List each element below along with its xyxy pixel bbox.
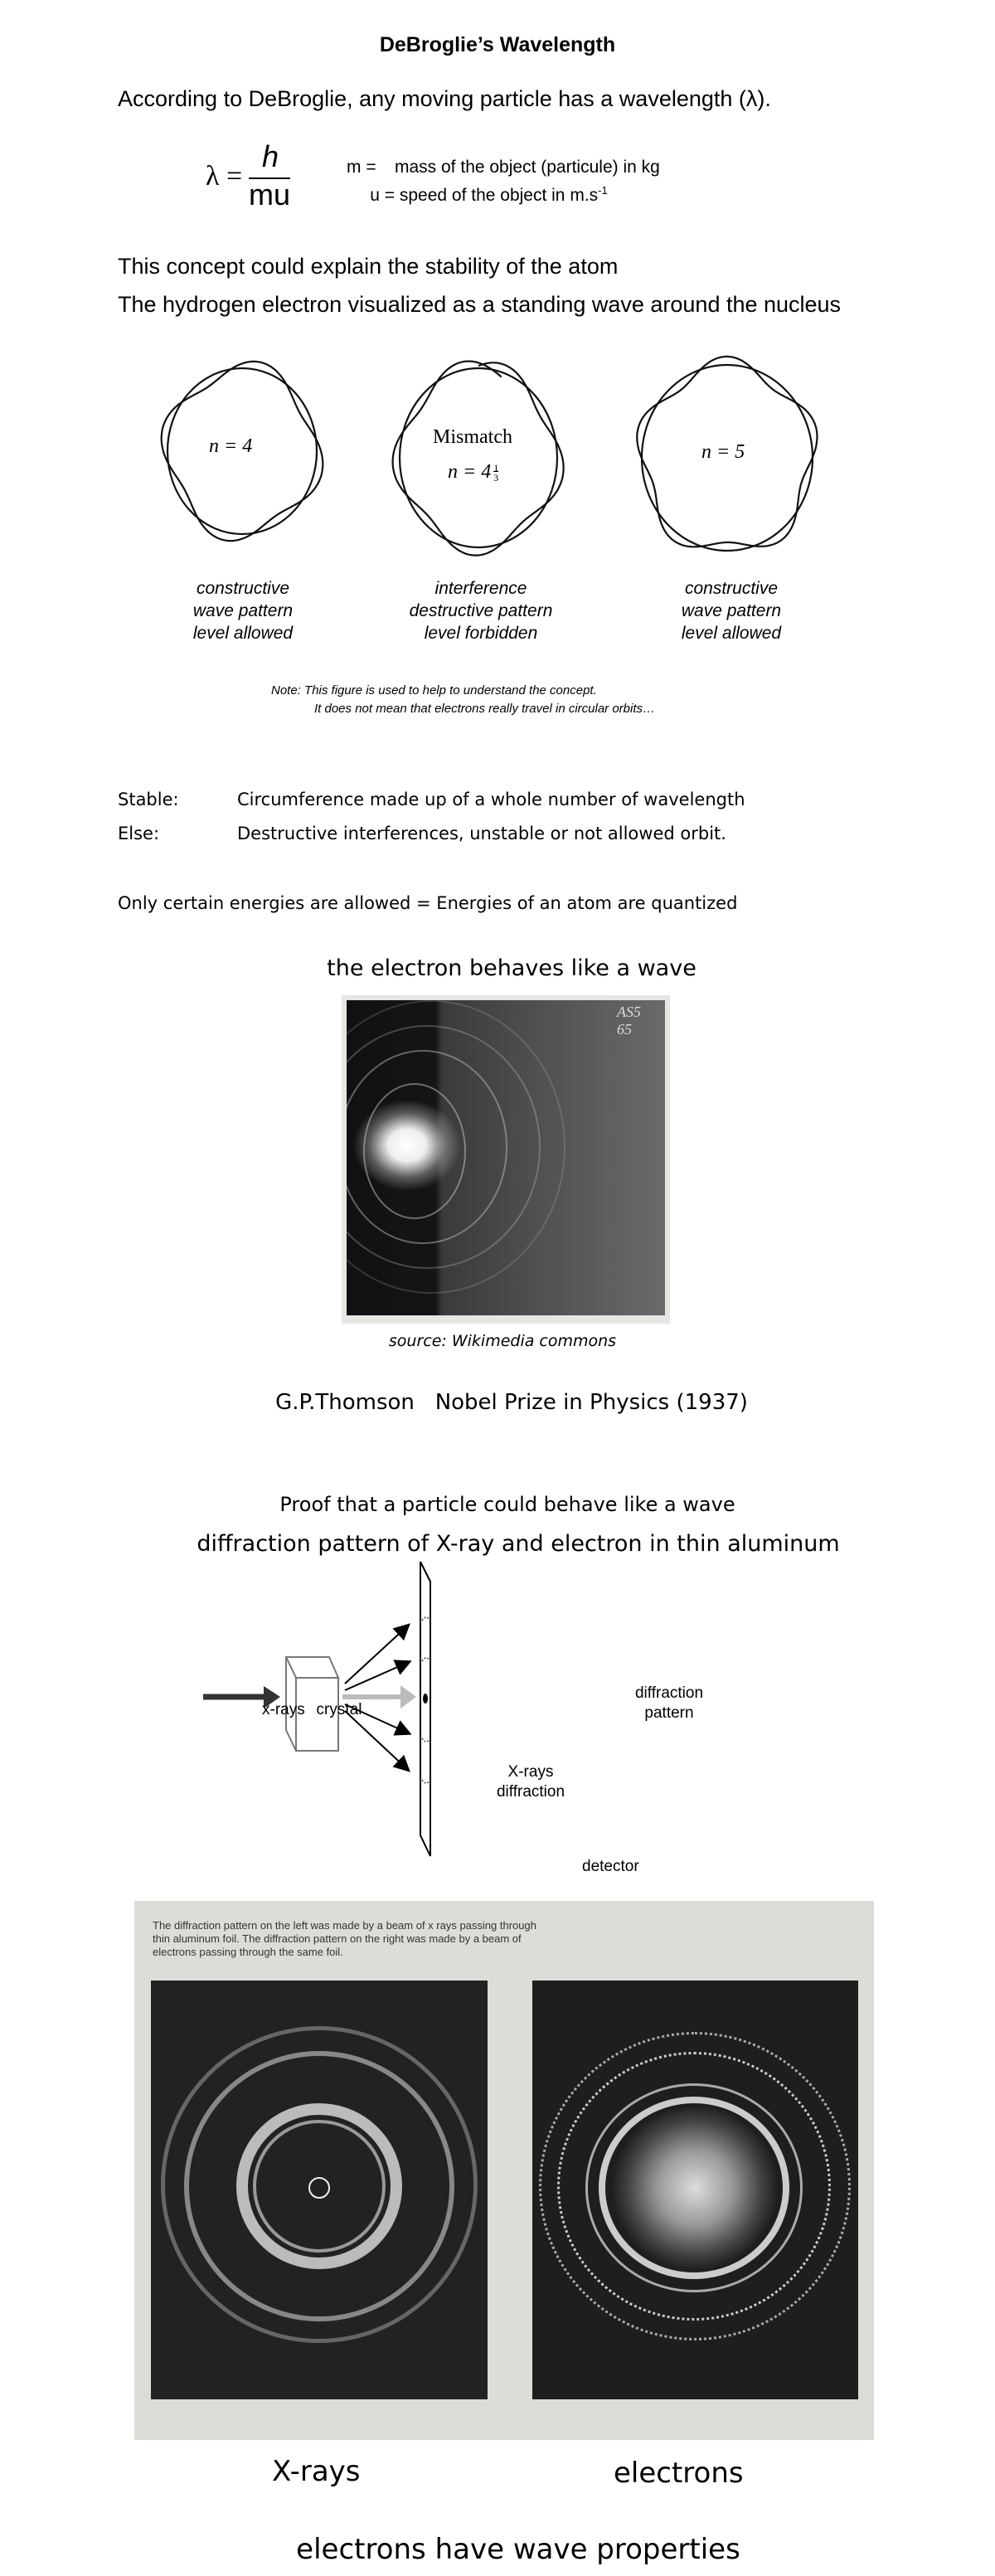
- caption-line: constructive: [196, 579, 290, 598]
- orbit-n-value: n = 4: [448, 461, 492, 483]
- caption-line: constructive: [684, 579, 779, 598]
- concept-line-1: This concept could explain the stability of the atom: [118, 254, 619, 279]
- label-line: diffraction: [634, 1684, 704, 1702]
- xrays-photo-label: X-rays: [272, 2455, 361, 2488]
- xray-pattern: [151, 1981, 488, 2399]
- lambda-symbol: λ =: [206, 161, 243, 192]
- caption-line: wave pattern: [192, 601, 294, 620]
- caption-line: interference: [434, 579, 527, 598]
- stable-label: Stable:: [118, 790, 179, 809]
- caption-line: level forbidden: [424, 624, 538, 643]
- standing-wave-orbits: [0, 332, 995, 581]
- orbit-label-n5: n = 5: [701, 441, 745, 463]
- note-line-1: This figure is used to help to understand the concept.: [304, 683, 597, 697]
- formula-denominator: mu: [249, 177, 291, 211]
- label-line: X-rays: [507, 1763, 554, 1781]
- frac-den: 3: [493, 472, 499, 484]
- orbit-caption-2: [381, 577, 580, 644]
- caption-line: The diffraction pattern on the left was made by a beam of x rays passing through: [153, 1919, 536, 1932]
- quantized-text: Only certain energies are allowed = Energies of an atom are quantized: [118, 893, 738, 913]
- xray-diffraction-label: [481, 1762, 580, 1802]
- diffraction-heading: diffraction pattern of X-ray and electron in thin aluminum: [197, 1531, 840, 1557]
- debroglie-formula: [199, 139, 307, 217]
- frac-num: 1: [493, 462, 499, 474]
- page-title: DeBroglie’s Wavelength: [379, 33, 616, 56]
- formula-legend: [347, 156, 660, 207]
- central-spot: [423, 1694, 428, 1704]
- m-label: m =: [347, 158, 376, 177]
- caption-line: electrons passing through the same foil.: [153, 1946, 343, 1958]
- orbit-caption-1: [160, 577, 326, 644]
- caption-line: level allowed: [192, 624, 294, 643]
- crystal-label: crystal: [316, 1701, 362, 1718]
- caption-line: destructive pattern: [409, 601, 553, 620]
- u-desc: speed of the object in m.s: [399, 186, 599, 205]
- thomson-caption: G.P.Thomson Nobel Prize in Physics (1937): [275, 1390, 748, 1415]
- xrays-label: x-rays: [262, 1701, 305, 1718]
- caption-line: wave pattern: [681, 601, 782, 620]
- proof-heading: Proof that a particle could behave like a wave: [279, 1493, 735, 1516]
- diffraction-comparison-photo: [134, 1901, 874, 2440]
- photo-source: source: Wikimedia commons: [388, 1332, 617, 1350]
- formula-numerator: h: [262, 139, 279, 173]
- electron-wave-heading: the electron behaves like a wave: [327, 955, 696, 981]
- m-desc: mass of the object (particule) in kg: [395, 158, 660, 177]
- electron-pattern: [532, 1981, 858, 2399]
- orbit-label-n4: n = 4: [209, 435, 253, 457]
- note-line-2: It does not mean that electrons really travel in circular orbits…: [314, 702, 656, 716]
- label-line: diffraction: [496, 1783, 565, 1801]
- detector-label: detector: [582, 1858, 639, 1875]
- caption-line: level allowed: [681, 624, 782, 643]
- orbit-circle-mismatch: [400, 368, 557, 547]
- figure-note: [271, 682, 655, 718]
- intro-text: According to DeBroglie, any moving particle has a wavelength (λ).: [118, 86, 771, 111]
- detector-plate: [420, 1562, 430, 1856]
- orbit-label-mismatch: Mismatch: [433, 426, 512, 448]
- else-text: Destructive interferences, unstable or not allowed orbit.: [237, 824, 726, 843]
- u-label: u =: [370, 186, 395, 205]
- orbit-caption-3: [648, 577, 814, 644]
- electrons-photo-label: electrons: [614, 2457, 744, 2490]
- else-label: Else:: [118, 824, 160, 843]
- stable-text: Circumference made up of a whole number of wavelength: [237, 790, 745, 809]
- orbit-label-n413: [448, 461, 498, 484]
- label-line: pattern: [644, 1704, 694, 1722]
- photo-handwriting: AS5 65: [617, 1004, 641, 1038]
- comparison-caption: [153, 1919, 536, 1959]
- conclusion: electrons have wave properties: [296, 2533, 740, 2566]
- xray-diffraction-diagram: [166, 1534, 912, 1908]
- caption-line: thin aluminum foil. The diffraction pattern on the right was made by a beam of: [153, 1932, 522, 1945]
- electron-diffraction-photo: [342, 995, 670, 1324]
- note-prefix: Note:: [271, 683, 301, 697]
- diffraction-pattern-label: [624, 1684, 715, 1723]
- concept-line-2: The hydrogen electron visualized as a standing wave around the nucleus: [118, 292, 842, 317]
- u-exponent: -1: [598, 184, 608, 197]
- wave-mismatch: [393, 362, 564, 556]
